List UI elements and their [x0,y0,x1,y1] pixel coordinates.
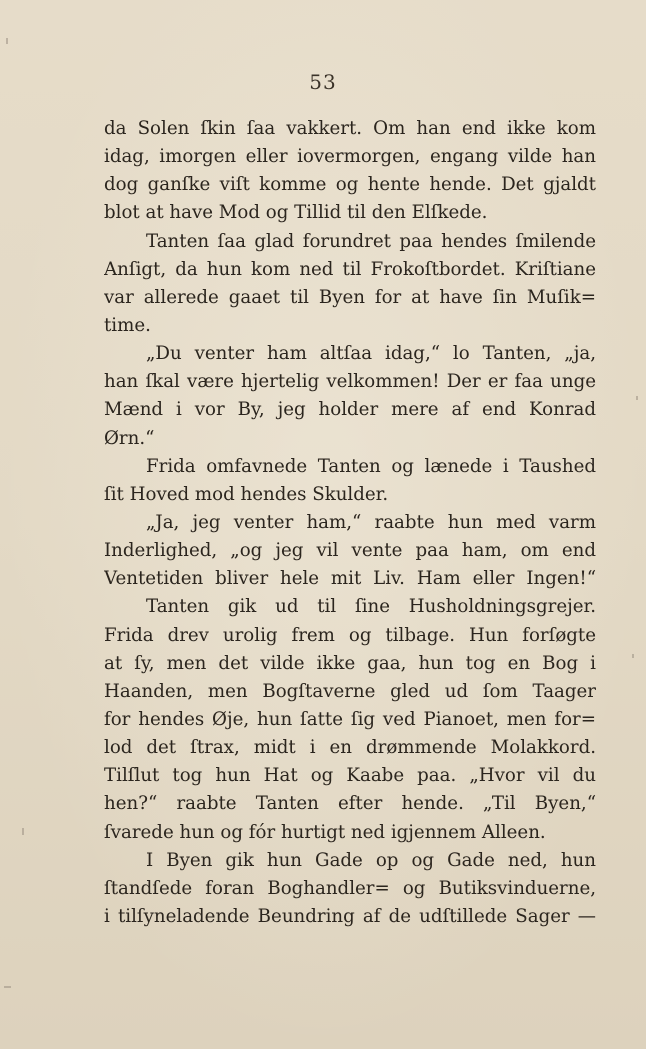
text-line: ſvarede hun og fór hurtigt ned igjennem Alleen. [104,821,546,843]
text-line: time. [104,314,151,336]
margin-speck [22,828,24,835]
text-line: Haanden, men Bogſtaverne gled ud ſom Taager [104,680,596,702]
text-line: Inderlighed, „og jeg vil vente paa ham, om end [104,540,596,562]
text-line: hen?“ raabte Tanten efter hende. „Til Byen,“ [104,793,596,815]
text-line: Frida omfavnede Tanten og lænede i Taushed [146,455,596,477]
text-line: Frida drev urolig frem og tilbage. Hun forſøgte [104,624,596,646]
text-line: lod det ſtrax, midt i en drømmende Molakkord. [104,737,596,759]
text-line: da Solen ſkin ſaa vakkert. Om han end ikke kom [104,118,596,139]
margin-speck [636,396,638,400]
text-line: dog ganſke viſt komme og hente hende. Det gjaldt [104,174,596,196]
margin-speck [4,986,11,988]
page-number: 53 [309,70,337,94]
text-line: i tilſyneladende Beundring af de udſtillede Sager — [104,905,596,927]
margin-speck [6,38,8,44]
text-line: Anſigt, da hun kom ned til Frokoſtbordet. Kriſtiane [104,258,596,280]
text-line: Tanten ſaa glad forundret paa hendes ſmilende [146,230,596,252]
text-line: for hendes Øje, hun ſatte ſig ved Pianoet, men for= [104,708,596,730]
text-line: var allerede gaaet til Byen for at have ſin Muſik= [104,286,596,308]
text-line: idag, imorgen eller iovermorgen, engang vilde han [104,146,596,168]
text-line: „Du venter ham altſaa idag,“ lo Tanten, „ja, [146,343,596,365]
margin-speck [632,654,634,658]
text-line: Tanten gik ud til ſine Husholdningsgrejer. [146,596,596,618]
text-line: blot at have Mod og Tillid til den Elſkede. [104,202,488,224]
text-line: ſtandſede foran Boghandler= og Butiksvinduerne, [104,877,596,899]
text-line: at ſy, men det vilde ikke gaa, hun tog en Bog i [104,652,596,674]
text-line: Ventetiden bliver hele mit Liv. Ham eller Ingen!“ [104,568,596,590]
text-line: I Byen gik hun Gade op og Gade ned, hun [146,849,596,871]
text-line: Mænd i vor By, jeg holder mere af end Konrad [104,399,596,421]
text-line: han ſkal være hjertelig velkommen! Der er faa unge [104,371,596,393]
text-line: ſit Hoved mod hendes Skulder. [104,483,389,505]
body-text [104,115,596,931]
text-line: „Ja, jeg venter ham,“ raabte hun med varm [146,511,596,533]
text-line: Tilſlut tog hun Hat og Kaabe paa. „Hvor vil du [104,765,596,787]
text-line: Ørn.“ [104,427,155,449]
